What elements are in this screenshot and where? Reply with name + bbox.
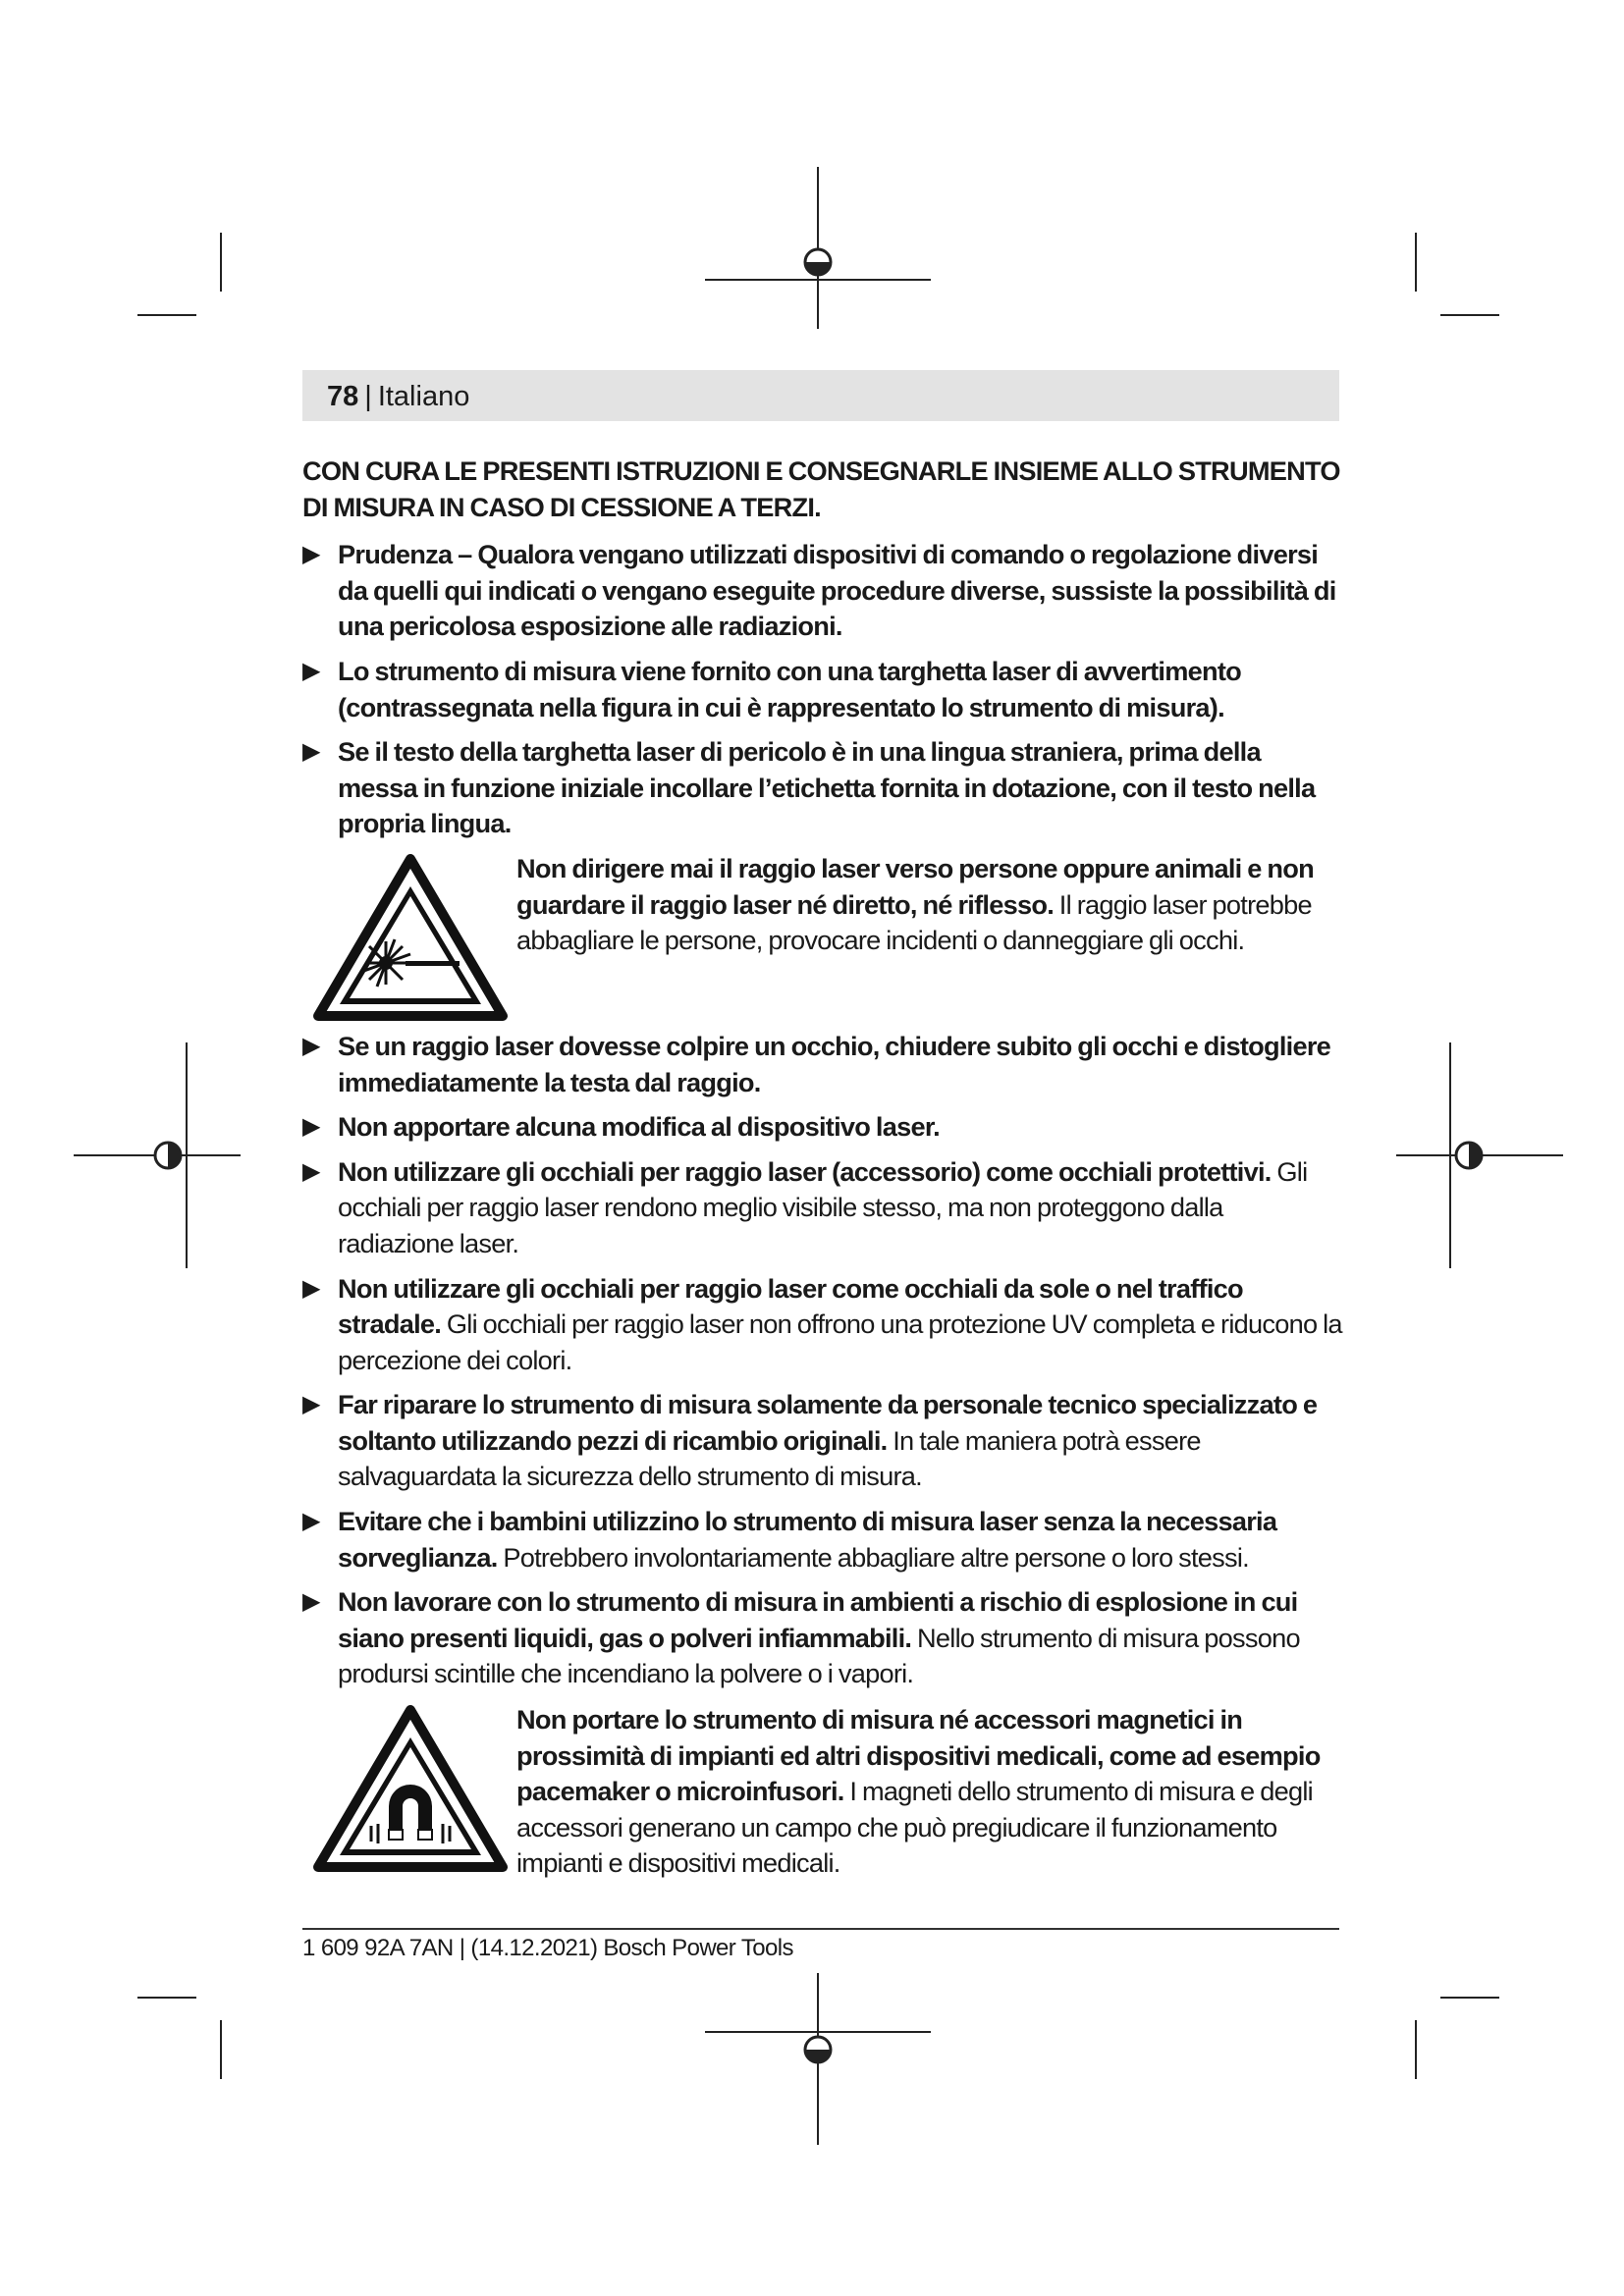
bullet-triangle-icon: ▶ xyxy=(302,1274,321,1302)
bullet-bold-text: Prudenza – Qualora vengano utilizzati dispositivi di comando o regolazione diversi da quelli qui indicati o vengano eseguite procedure diverse, sussiste la possibilità di una pericolosa esposizione alle radiazioni. xyxy=(338,539,1336,642)
list-item xyxy=(302,1154,1343,1262)
page-footer: 1 609 92A 7AN | (14.12.2021) Bosch Power Tools xyxy=(302,1935,793,1961)
bullet-triangle-icon: ▶ xyxy=(302,738,321,766)
laser-warning-normal: Il raggio laser potrebbe abbagliare le persone, provocare incidenti o danneggiare gli occhi. xyxy=(516,888,1312,956)
laser-warning-text xyxy=(516,851,1343,959)
bullet-bold-text: Evitare che i bambini utilizzino lo strumento di misura laser senza la necessaria sorveglianza. xyxy=(338,1506,1277,1573)
bullet-triangle-icon: ▶ xyxy=(302,1032,321,1059)
bullet-list-a xyxy=(302,537,1343,842)
bullet-bold-text: Non utilizzare gli occhiali per raggio laser come occhiali da sole o nel traffico stradale. xyxy=(338,1272,1243,1340)
bullet-triangle-icon: ▶ xyxy=(302,657,321,684)
bullet-normal-text: Nello strumento di misura possono prodursi scintille che incendiano la polvere o i vapori. xyxy=(338,1622,1300,1689)
list-item xyxy=(302,1271,1343,1379)
page-number: 78 xyxy=(327,381,359,412)
bullet-normal-text: Potrebbero involontariamente abbagliare altre persone o loro stessi. xyxy=(497,1541,1249,1573)
magnet-warning-bold: Non portare lo strumento di misura né accessori magnetici in prossimità di impianti ed altri dispositivi medicali, come ad esempio pacemaker o microinfusori. xyxy=(516,1704,1321,1807)
footer-rule xyxy=(302,1928,1339,1930)
bullet-triangle-icon: ▶ xyxy=(302,1157,321,1185)
bullet-normal-text: Gli occhiali per raggio laser rendono meglio visibile stesso, ma non proteggono dalla radiazione laser. xyxy=(338,1155,1308,1258)
list-item xyxy=(302,1387,1343,1495)
registration-target-bottom xyxy=(805,2037,831,2062)
page-body xyxy=(302,454,1343,1899)
list-item xyxy=(302,537,1343,645)
list-item xyxy=(302,1504,1343,1575)
page-header xyxy=(327,379,469,414)
bullet-triangle-icon: ▶ xyxy=(302,1508,321,1535)
bullet-triangle-icon: ▶ xyxy=(302,541,321,568)
magnet-warning-normal: I magneti dello strumento di misura e degli accessori generano un campo che può pregiudicare il funzionamento impianti e dispositivi medicali. xyxy=(516,1776,1313,1879)
bullet-list-b xyxy=(302,1029,1343,1692)
list-item xyxy=(302,1584,1343,1692)
bullet-triangle-icon: ▶ xyxy=(302,1391,321,1418)
registration-target-right xyxy=(1456,1143,1482,1168)
bullet-bold-text: Non apportare alcuna modifica al dispositivo laser. xyxy=(338,1111,940,1143)
list-item xyxy=(302,1029,1343,1100)
list-item xyxy=(302,734,1343,842)
intro-heading: CON CURA LE PRESENTI ISTRUZIONI E CONSEGNARLE INSIEME ALLO STRUMENTO DI MISURA IN CASO DI CESSIONE A TERZI. xyxy=(302,455,1340,522)
magnet-warning-icon xyxy=(312,1704,509,1873)
bullet-bold-text: Se un raggio laser dovesse colpire un occhio, chiudere subito gli occhi e distogliere immediatamente la testa dal raggio. xyxy=(338,1030,1331,1097)
bullet-normal-text: Gli occhiali per raggio laser non offrono una protezione UV completa e riducono la percezione dei colori. xyxy=(338,1308,1342,1375)
bullet-triangle-icon: ▶ xyxy=(302,1588,321,1616)
bullet-bold-text: Lo strumento di misura viene fornito con una targhetta laser di avvertimento (contrassegnata nella figura in cui è rappresentato lo strumento di misura). xyxy=(338,655,1242,722)
bullet-triangle-icon: ▶ xyxy=(302,1113,321,1141)
header-separator: | xyxy=(364,381,372,412)
bullet-bold-text: Non lavorare con lo strumento di misura in ambienti a rischio di esplosione in cui siano presenti liquidi, gas o polveri infiammabili. xyxy=(338,1586,1298,1653)
magnet-warning-block xyxy=(302,1702,1343,1889)
laser-warning-bold: Non dirigere mai il raggio laser verso persone oppure animali e non guardare il raggio laser né diretto, né riflesso. xyxy=(516,852,1315,920)
header-language: Italiano xyxy=(377,381,470,412)
laser-warning-block xyxy=(302,851,1343,1018)
laser-warning-icon xyxy=(312,853,509,1022)
registration-target-top xyxy=(805,249,831,275)
list-item xyxy=(302,654,1343,725)
bullet-bold-text: Far riparare lo strumento di misura solamente da personale tecnico specializzato e soltanto utilizzando pezzi di ricambio originali. xyxy=(338,1389,1318,1456)
bullet-normal-text: In tale maniera potrà essere salvaguardata la sicurezza dello strumento di misura. xyxy=(338,1424,1201,1492)
bullet-bold-text: Non utilizzare gli occhiali per raggio laser (accessorio) come occhiali protettivi. xyxy=(338,1155,1272,1187)
bullet-bold-text: Se il testo della targhetta laser di pericolo è in una lingua straniera, prima della messa in funzione iniziale incollare l’etichetta fornita in dotazione, con il testo nella propria lingua. xyxy=(338,736,1316,839)
registration-target-left xyxy=(155,1143,181,1168)
list-item xyxy=(302,1109,1343,1146)
magnet-warning-text xyxy=(516,1702,1343,1882)
